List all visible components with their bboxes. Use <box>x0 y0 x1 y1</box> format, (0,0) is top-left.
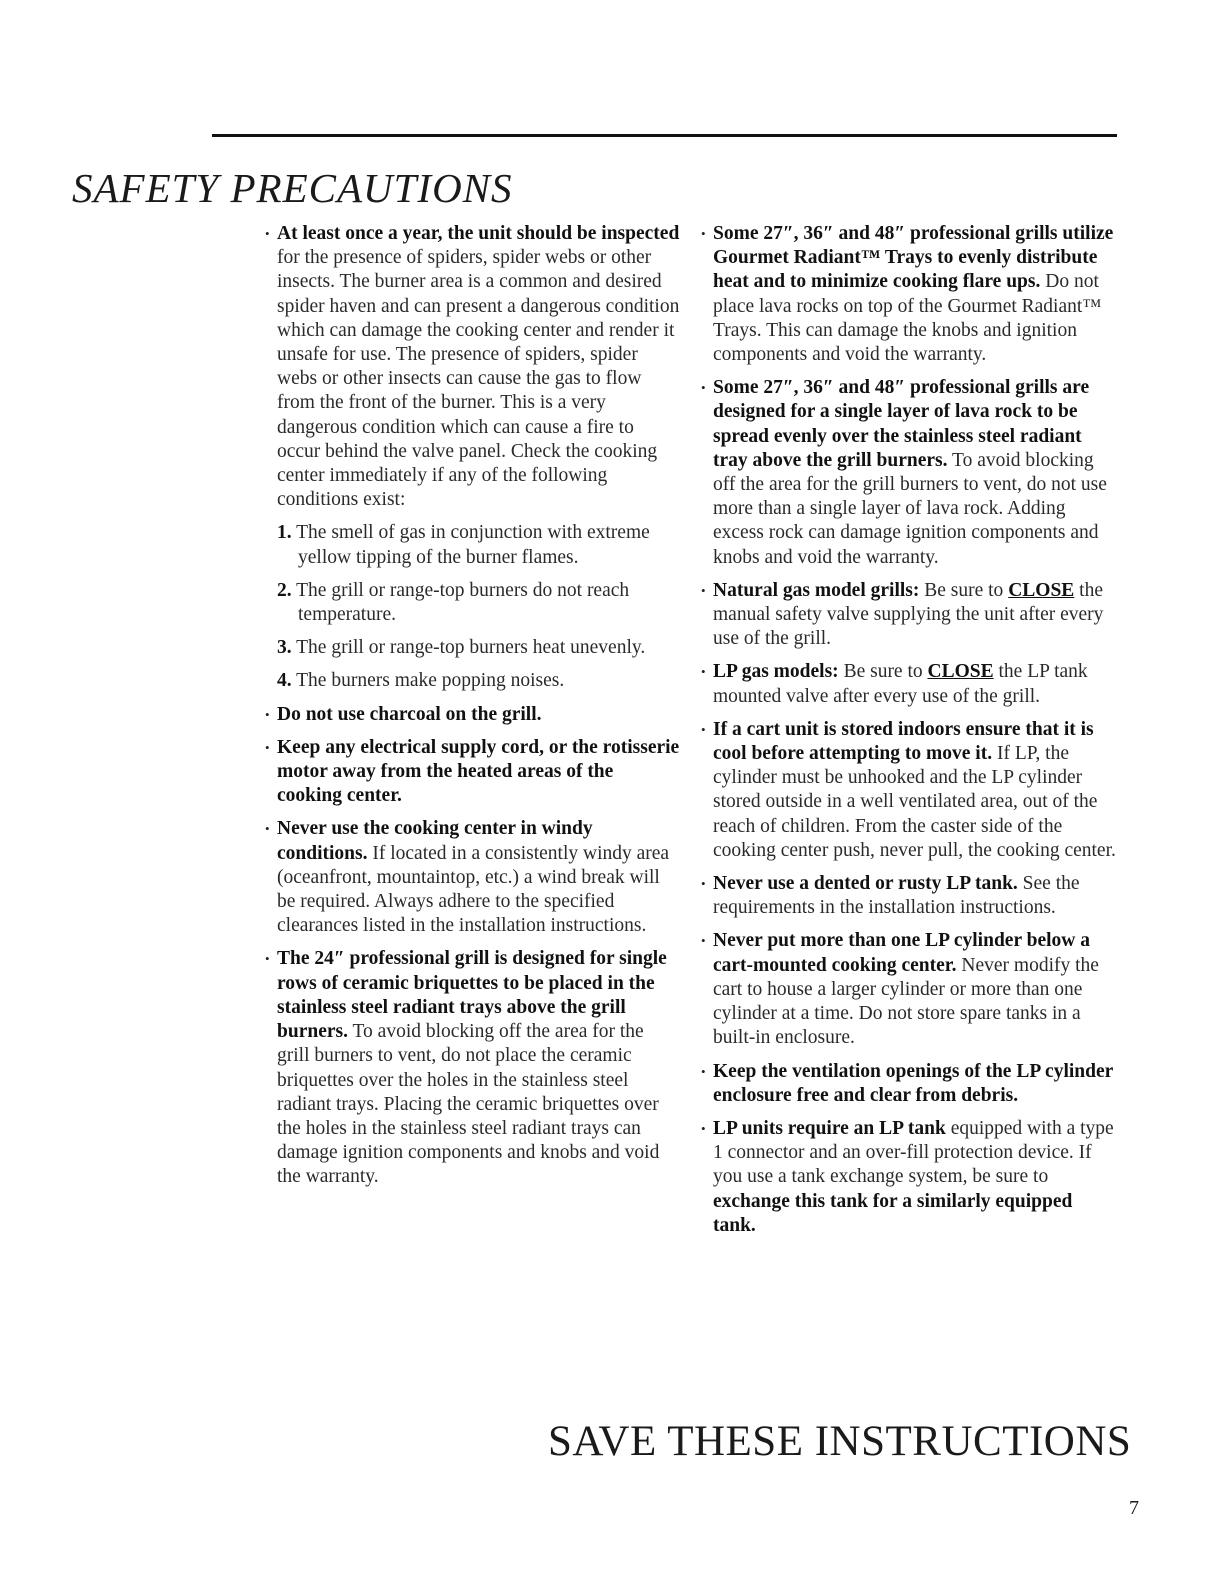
page-title: SAFETY PRECAUTIONS <box>72 165 513 211</box>
precaution-cart-indoors: • If a cart unit is stored indoors ensure that it is cool before attempting to move it. If LP, the cylinder must be unhooked and the LP cylinder stored outside in a well ventilated area, out of the reach of children. From the caster side of the cooking center push, never pull, the cooking center. <box>698 718 1118 863</box>
condition-temperature: 2. The grill or range-top burners do not reach temperature. <box>277 579 630 626</box>
condition-uneven-heat: 3. The grill or range-top burners heat unevenly. <box>277 637 646 659</box>
page-number: 7 <box>1129 1497 1139 1519</box>
right-column <box>698 222 1118 1247</box>
top-rule <box>212 134 1117 137</box>
precaution-radiant-trays: • Some 27″, 36″ and 48″ professional grills utilize Gourmet Radiant™ Trays to evenly distribute heat and to minimize cooking flare ups. Do not place lava rocks on top of the Gourmet Radiant™ Trays. This can damage the knobs and ignition components and void the warranty. <box>698 222 1118 367</box>
precaution-ventilation: • Keep the ventilation openings of the LP cylinder enclosure free and clear from debris. <box>698 1060 1118 1108</box>
precaution-lp-tank: • LP units require an LP tank equipped with a type 1 connector and an over-fill protection device. If you use a tank exchange system, be sure to exchange this tank for a similarly equipped tank. <box>698 1117 1118 1238</box>
precaution-lava-rock: • Some 27″, 36″ and 48″ professional grills are designed for a single layer of lava rock to be spread evenly over the stainless steel radiant tray above the grill burners. To avoid blocking off the area for the grill burners to vent, do not use more than a single layer of lava rock. Adding excess rock can damage ignition components and knobs and void the warranty. <box>698 376 1118 570</box>
precaution-one-cylinder: • Never put more than one LP cylinder below a cart-mounted cooking center. Never modify the cart to house a larger cylinder or more than one cylinder at a time. Do not store spare tanks in a built-in enclosure. <box>698 929 1118 1050</box>
condition-popping: 4. The burners make popping noises. <box>277 670 565 692</box>
save-instructions-heading: SAVE THESE INSTRUCTIONS <box>548 1418 1132 1465</box>
precaution-lp-gas: • LP gas models: Be sure to CLOSE the LP tank mounted valve after every use of the grill. <box>698 660 1118 708</box>
precaution-no-charcoal: • Do not use charcoal on the grill. <box>262 703 680 727</box>
condition-gas-smell: 1. The smell of gas in conjunction with extreme yellow tipping of the burner flames. <box>277 522 650 568</box>
precaution-natural-gas: • Natural gas model grills: Be sure to CLOSE the manual safety valve supplying the unit after every use of the grill. <box>698 579 1118 652</box>
left-column <box>262 222 680 1199</box>
precaution-dented-tank: • Never use a dented or rusty LP tank. See the requirements in the installation instructions. <box>698 872 1118 920</box>
precaution-annual-inspection: • At least once a year, the unit should be inspected for the presence of spiders, spider webs or other insects. The burner area is a common and desired spider haven and can present a dangerous condition which can damage the cooking center and render it unsafe for use. The presence of spiders, spider webs or other insects can cause the gas to flow from the front of the burner. This is a very dangerous condition which can cause a fire to occur behind the valve panel. Check the cooking center immediately if any of the following conditions exist: <box>262 222 680 512</box>
precaution-electrical-cord: • Keep any electrical supply cord, or the rotisserie motor away from the heated areas of the cooking center. <box>262 736 680 809</box>
precaution-24-inch-grill: • The 24″ professional grill is designed for single rows of ceramic briquettes to be placed in the stainless steel radiant trays above the grill burners. To avoid blocking off the area for the grill burners to vent, do not place the ceramic briquettes over the holes in the stainless steel radiant trays. Placing the ceramic briquettes over the holes in the stainless steel radiant trays can damage ignition components and knobs and void the warranty. <box>262 947 680 1189</box>
precaution-windy-conditions: • Never use the cooking center in windy conditions. If located in a consistently windy area (oceanfront, mountaintop, etc.) a wind break will be required. Always adhere to the specified clearances listed in the installation instructions. <box>262 817 680 938</box>
